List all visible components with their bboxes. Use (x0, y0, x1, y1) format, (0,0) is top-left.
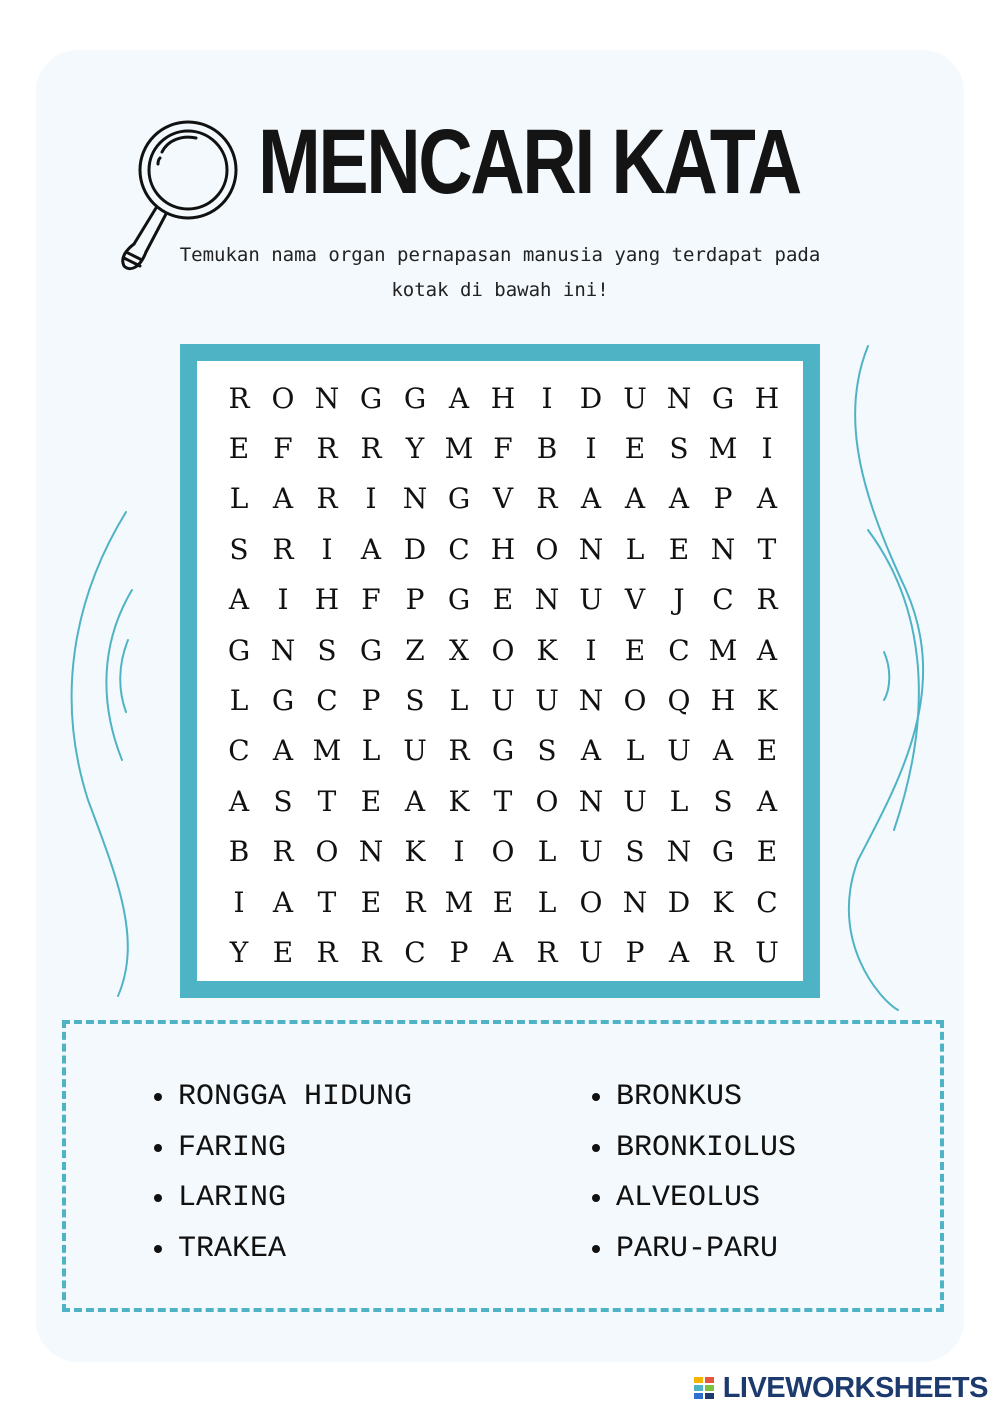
grid-cell[interactable]: O (491, 835, 515, 869)
word-list-item (154, 1173, 412, 1224)
grid-cell[interactable]: N (358, 835, 384, 869)
grid-cell[interactable]: S (713, 784, 733, 818)
word-list-item (592, 1173, 796, 1224)
grid-cell[interactable]: I (585, 633, 597, 667)
word-label: BRONKIOLUS (616, 1130, 797, 1165)
grid-cell[interactable]: A (756, 633, 778, 667)
grid-cell[interactable]: N (710, 532, 736, 566)
grid-cell[interactable]: V (624, 583, 646, 617)
grid-cell[interactable]: N (314, 381, 340, 415)
grid-cell[interactable]: C (712, 583, 734, 617)
grid-cell[interactable]: S (625, 835, 645, 869)
grid-cell[interactable]: K (756, 684, 778, 718)
grid-cell[interactable]: R (536, 482, 558, 516)
grid-cell[interactable]: O (271, 381, 295, 415)
grid-cell[interactable]: Y (229, 935, 249, 969)
grid-cell[interactable]: I (541, 381, 553, 415)
grid-cell[interactable]: L (669, 784, 689, 818)
word-label: BRONKUS (616, 1080, 743, 1115)
grid-cell[interactable]: A (580, 482, 602, 516)
grid-cell[interactable]: T (317, 784, 337, 818)
bullet-icon (592, 1144, 600, 1152)
grid-cell[interactable]: A (272, 482, 294, 516)
grid-cell[interactable]: D (403, 532, 427, 566)
grid-cell[interactable]: Z (405, 633, 425, 667)
grid-cell[interactable]: R (448, 734, 470, 768)
grid-cell[interactable]: U (491, 684, 515, 718)
grid-cell[interactable]: U (579, 835, 603, 869)
grid-cell[interactable]: S (537, 734, 557, 768)
grid-cell[interactable]: R (360, 432, 382, 466)
grid-cell[interactable]: E (756, 734, 778, 768)
grid-cell[interactable]: D (579, 381, 603, 415)
bullet-icon (154, 1245, 162, 1253)
grid-cell[interactable]: E (668, 532, 690, 566)
grid-cell[interactable]: A (360, 532, 382, 566)
word-list-right (592, 1072, 796, 1274)
grid-cell[interactable]: R (756, 583, 778, 617)
grid-cell[interactable]: T (493, 784, 513, 818)
grid-cell[interactable]: G (447, 482, 471, 516)
grid-cell[interactable]: O (315, 835, 339, 869)
grid-cell[interactable]: R (536, 935, 558, 969)
word-label: LARING (178, 1181, 287, 1216)
grid-cell[interactable]: O (623, 684, 647, 718)
grid-cell[interactable]: Q (667, 684, 691, 718)
word-label: ALVEOLUS (616, 1181, 761, 1216)
bullet-icon (154, 1194, 162, 1202)
grid-cell[interactable]: G (711, 381, 735, 415)
grid-cell[interactable]: U (535, 684, 559, 718)
grid-cell[interactable]: I (277, 583, 289, 617)
grid-cell[interactable]: N (578, 684, 604, 718)
grid-cell[interactable]: U (623, 784, 647, 818)
grid-cell[interactable]: B (536, 432, 558, 466)
grid-cell[interactable]: H (490, 381, 516, 415)
word-list-item (592, 1123, 796, 1174)
word-label: RONGGA HIDUNG (178, 1080, 413, 1115)
word-list-item (154, 1072, 412, 1123)
grid-cell[interactable]: C (404, 935, 426, 969)
grid-cell[interactable]: H (710, 684, 736, 718)
grid-cell[interactable]: N (270, 633, 296, 667)
grid-cell[interactable]: O (579, 885, 603, 919)
grid-cell[interactable]: G (491, 734, 515, 768)
grid-cell[interactable]: U (403, 734, 427, 768)
word-search-grid-frame (180, 344, 820, 998)
word-list-item (592, 1072, 796, 1123)
grid-cell[interactable]: I (233, 885, 245, 919)
grid-cell[interactable]: K (404, 835, 426, 869)
grid-cell[interactable]: P (405, 583, 425, 617)
grid-cell[interactable]: L (625, 532, 645, 566)
grid-cell[interactable]: U (579, 935, 603, 969)
grid-cell[interactable]: P (625, 935, 645, 969)
grid-cell[interactable]: O (535, 532, 559, 566)
grid-cell[interactable]: M (444, 885, 474, 919)
instructions: Temukan nama organ pernapasan manusia yang terdapat pada kotak di bawah ini! (179, 244, 821, 301)
grid-cell[interactable]: L (229, 684, 249, 718)
grid-cell[interactable]: A (712, 734, 734, 768)
grid-cell[interactable]: U (623, 381, 647, 415)
grid-cell[interactable]: A (448, 381, 470, 415)
grid-cell[interactable]: S (273, 784, 293, 818)
grid-cell[interactable]: G (403, 381, 427, 415)
grid-cell[interactable]: J (673, 583, 685, 617)
grid-cell[interactable]: A (228, 784, 250, 818)
grid-cell[interactable]: C (756, 885, 778, 919)
grid-cell[interactable]: E (756, 835, 778, 869)
bullet-icon (592, 1194, 600, 1202)
grid-cell[interactable]: R (272, 532, 294, 566)
grid-cell[interactable]: C (448, 532, 470, 566)
grid-cell[interactable]: A (668, 935, 690, 969)
liveworksheets-logo-icon (693, 1374, 719, 1404)
grid-cell[interactable]: X (449, 633, 469, 667)
word-list-box (62, 1020, 944, 1312)
grid-cell[interactable]: G (711, 835, 735, 869)
grid-cell[interactable]: R (316, 935, 338, 969)
grid-cell[interactable]: P (713, 482, 733, 516)
grid-cell[interactable]: H (314, 583, 340, 617)
bullet-icon (154, 1093, 162, 1101)
grid-cell[interactable]: R (404, 885, 426, 919)
grid-cell[interactable]: E (624, 633, 646, 667)
grid-cell[interactable]: S (229, 532, 249, 566)
grid-cell[interactable]: L (537, 885, 557, 919)
grid-cell[interactable]: K (448, 784, 470, 818)
grid-cell[interactable]: N (622, 885, 648, 919)
grid-cell[interactable]: A (228, 583, 250, 617)
grid-cell[interactable]: S (669, 432, 689, 466)
grid-cell[interactable]: A (668, 482, 690, 516)
grid-cell[interactable]: T (757, 532, 777, 566)
grid-cell[interactable]: A (404, 784, 426, 818)
grid-cell[interactable]: R (316, 482, 338, 516)
grid-cell[interactable]: F (273, 432, 293, 466)
grid-cell[interactable]: P (449, 935, 469, 969)
grid-cell[interactable]: I (761, 432, 773, 466)
grid-cell[interactable]: E (492, 885, 514, 919)
grid-cell[interactable]: O (491, 633, 515, 667)
grid-cell[interactable]: E (228, 432, 250, 466)
grid-cell[interactable]: C (228, 734, 250, 768)
grid-cell[interactable]: P (361, 684, 381, 718)
grid-cell[interactable]: H (490, 532, 516, 566)
bullet-icon (592, 1245, 600, 1253)
grid-cell[interactable]: D (667, 885, 691, 919)
grid-cell[interactable]: A (492, 935, 514, 969)
grid-cell[interactable]: S (405, 684, 425, 718)
grid-cell[interactable]: N (578, 532, 604, 566)
grid-cell[interactable]: A (756, 482, 778, 516)
grid-cell[interactable]: G (271, 684, 295, 718)
grid-cell[interactable]: K (712, 885, 734, 919)
word-list-item (154, 1224, 412, 1275)
grid-cell[interactable]: N (578, 784, 604, 818)
bullet-icon (154, 1144, 162, 1152)
grid-cell[interactable]: N (402, 482, 428, 516)
grid-cell[interactable]: L (537, 835, 557, 869)
word-label: TRAKEA (178, 1231, 287, 1266)
brand-name: LIVEWORKSHEETS (722, 1372, 988, 1404)
grid-cell[interactable]: E (492, 583, 514, 617)
grid-cell[interactable]: L (625, 734, 645, 768)
grid-cell[interactable]: I (365, 482, 377, 516)
grid-cell[interactable]: A (624, 482, 646, 516)
grid-cell[interactable]: M (444, 432, 474, 466)
grid-cell[interactable]: N (534, 583, 560, 617)
word-label: PARU-PARU (616, 1231, 779, 1266)
bullet-icon (592, 1093, 600, 1101)
grid-cell[interactable]: L (449, 684, 469, 718)
grid-cell[interactable]: V (492, 482, 514, 516)
grid-cell[interactable]: M (708, 633, 738, 667)
grid-cell[interactable]: C (668, 633, 690, 667)
grid-cell[interactable]: E (360, 784, 382, 818)
grid-cell[interactable]: R (316, 432, 338, 466)
grid-cell[interactable]: A (580, 734, 602, 768)
grid-cell[interactable]: L (361, 734, 381, 768)
word-list-left (154, 1072, 412, 1274)
grid-cell[interactable]: E (624, 432, 646, 466)
grid-cell[interactable]: G (359, 381, 383, 415)
grid-cell[interactable]: N (666, 381, 692, 415)
grid-cell[interactable]: R (228, 381, 250, 415)
grid-cell[interactable]: E (272, 935, 294, 969)
grid-cell[interactable]: G (359, 633, 383, 667)
grid-cell[interactable]: U (579, 583, 603, 617)
grid-cell[interactable]: T (317, 885, 337, 919)
grid-cell[interactable]: G (227, 633, 251, 667)
grid-cell[interactable]: S (317, 633, 337, 667)
grid-cell[interactable]: A (756, 784, 778, 818)
word-list-item (154, 1123, 412, 1174)
brand-footer (693, 1372, 988, 1405)
word-search-grid (217, 373, 789, 978)
grid-cell[interactable]: I (453, 835, 465, 869)
grid-cell[interactable]: I (321, 532, 333, 566)
grid-cell[interactable]: C (316, 684, 338, 718)
grid-cell[interactable]: N (666, 835, 692, 869)
grid-cell[interactable]: F (361, 583, 381, 617)
grid-cell[interactable]: E (360, 885, 382, 919)
grid-cell[interactable]: A (272, 734, 294, 768)
grid-cell[interactable]: Y (405, 432, 425, 466)
page-title: MENCARI KATA (258, 111, 800, 213)
word-label: FARING (178, 1130, 287, 1165)
grid-cell[interactable]: H (754, 381, 780, 415)
grid-cell[interactable]: K (536, 633, 558, 667)
grid-cell[interactable]: U (755, 935, 779, 969)
grid-cell[interactable]: I (585, 432, 597, 466)
grid-cell[interactable]: F (493, 432, 513, 466)
grid-cell[interactable]: O (535, 784, 559, 818)
word-list-item (592, 1224, 796, 1275)
grid-cell[interactable]: B (228, 835, 250, 869)
grid-cell[interactable]: M (708, 432, 738, 466)
grid-cell[interactable]: R (712, 935, 734, 969)
grid-cell[interactable]: R (272, 835, 294, 869)
grid-cell[interactable]: U (667, 734, 691, 768)
grid-cell[interactable]: A (272, 885, 294, 919)
grid-cell[interactable]: G (447, 583, 471, 617)
grid-cell[interactable]: M (312, 734, 342, 768)
grid-cell[interactable]: L (229, 482, 249, 516)
grid-cell[interactable]: R (360, 935, 382, 969)
